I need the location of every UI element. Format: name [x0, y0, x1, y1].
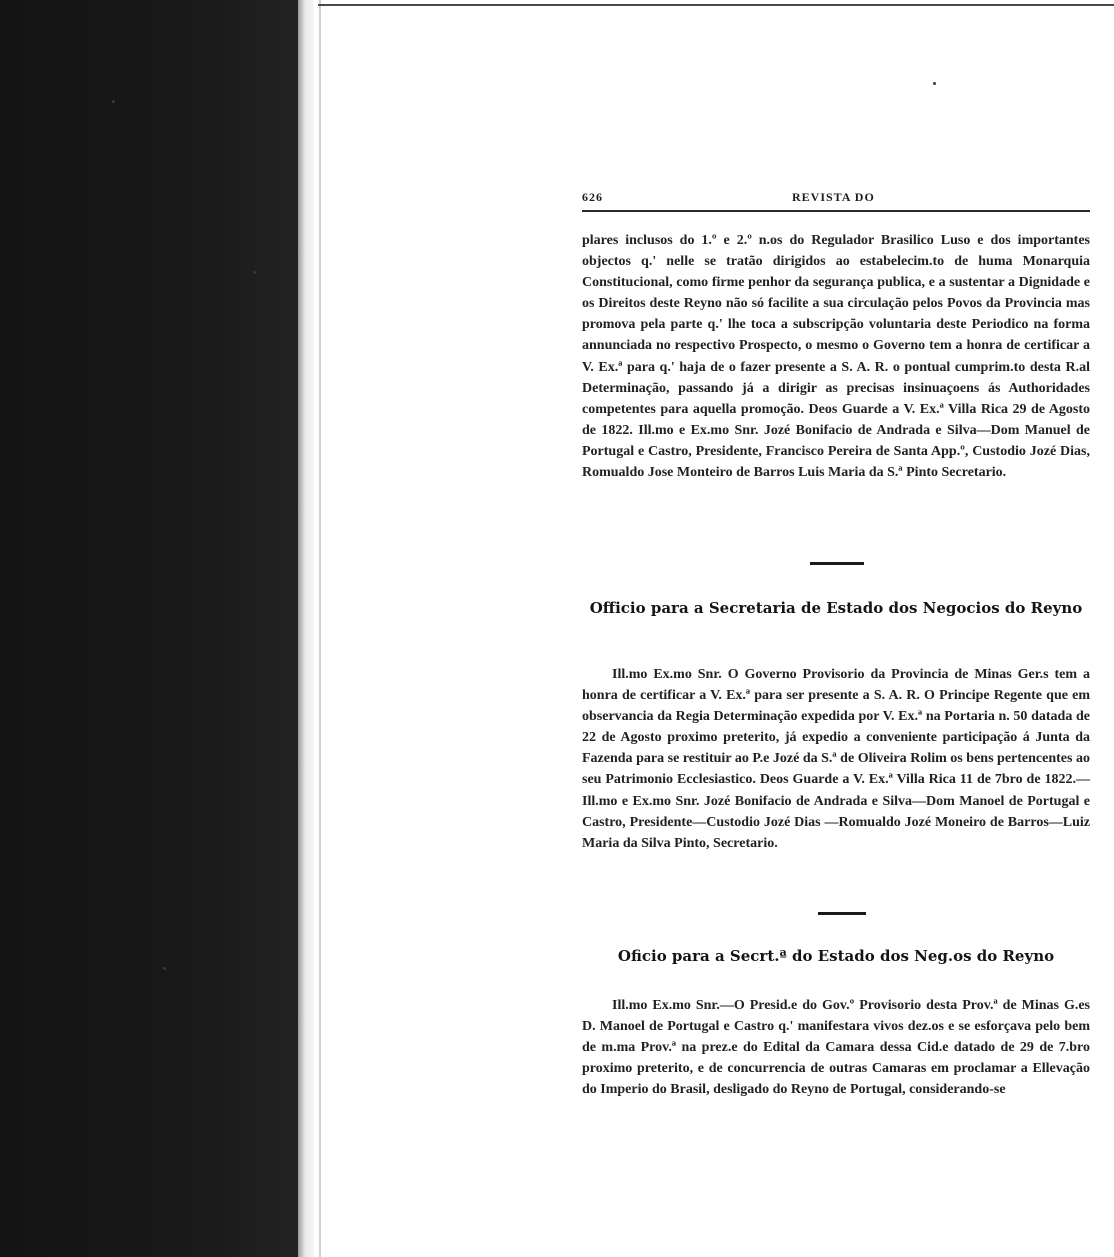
page-number: 626 — [582, 190, 603, 204]
paragraph-1: plares inclusos do 1.º e 2.º n.os do Regulador Brasilico Luso e dos importantes objectos q.' nelle se tratão dirigidos ao estabelecim.to de huma Monarquia Constitucional, como firme penhor da segurança publica, e a sustentar a Dignidade e os Direitos deste Reyno não só facilite a sua circulação pelos Povos da Provincia mas promova pela parte q.' lhe toca a subscripção voluntaria deste Periodico na forma annunciada no respectivo Prospecto, o mesmo o Governo tem a honra de certificar a V. Ex.ª para q.' haja de o fazer presente a S. A. R. o pontual cumprim.to desta R.al Determinação, passando já a dirigir as precisas insinuaçoens ás Authoridades competentes para aquella promoção. Deos Guarde a V. Ex.ª Villa Rica 29 de Agosto de 1822. Ill.mo e Ex.mo Snr. Jozé Bonifacio de Andrada e Silva—Dom Manuel de Portugal e Castro, Presidente, Francisco Pereira de Santa App.º, Custodio Jozé Dias, Romualdo Jose Monteiro de Barros Luis Maria da S.ª Pinto Secretario. — [582, 233, 1090, 481]
gutter-edge-line — [319, 0, 321, 1257]
section-separator-1 — [810, 562, 864, 565]
section-2-title: Oficio para a Secrt.ª do Estado dos Neg.os do Reyno — [617, 947, 1055, 965]
paragraph-3: Ill.mo Ex.mo Snr.—O Presid.e do Gov.º Provisorio desta Prov.ª de Minas G.es D. Manoel de Portugal e Castro q.' manifestara vivos dez.os e se esforçava pelo bem de m.ma Prov.ª na prez.e do Edital da Camara dessa Cid.e datado de 29 de 7.bro proximo preterito, e de concurrencia de outras Camaras em proclamar a Ellevação do Imperio do Brasil, desligado do Reyno de Portugal, considerando-se — [582, 998, 1090, 1098]
section-1-title: Officio para a Secretaria de Estado dos Negocios do Reyno — [589, 599, 1083, 617]
paragraph-2: Ill.mo Ex.mo Snr. O Governo Provisorio da Provincia de Minas Ger.s tem a honra de certificar a V. Ex.ª para ser presente a S. A. R. O Principe Regente que em observancia da Regia Determinação expedida por V. Ex.ª na Portaria n. 50 datada de 22 de Agosto proximo preterito, já expedio a conveniente participação á Junta da Fazenda para se restituir ao P.e Jozé da S.ª de Oliveira Rolim os bens pertencentes ao seu Patrimonio Ecclesiastico. Deos Guarde a V. Ex.ª Villa Rica 11 de 7bro de 1822.—Ill.mo e Ex.mo Snr. Jozé Bonifacio de Andrada e Silva—Dom Manoel de Portugal e Castro, Presidente—Custodio Jozé Dias —Romualdo Jozé Moneiro de Barros—Luiz Maria da Silva Pinto, Secretario. — [582, 667, 1090, 851]
header-rule — [582, 210, 1090, 212]
book-binding-shadow — [0, 0, 298, 1257]
running-title: REVISTA DO — [792, 190, 875, 204]
page-gutter — [298, 0, 314, 1257]
page-top-edge — [318, 4, 1114, 6]
section-separator-2 — [818, 912, 866, 915]
running-header — [582, 190, 1090, 208]
